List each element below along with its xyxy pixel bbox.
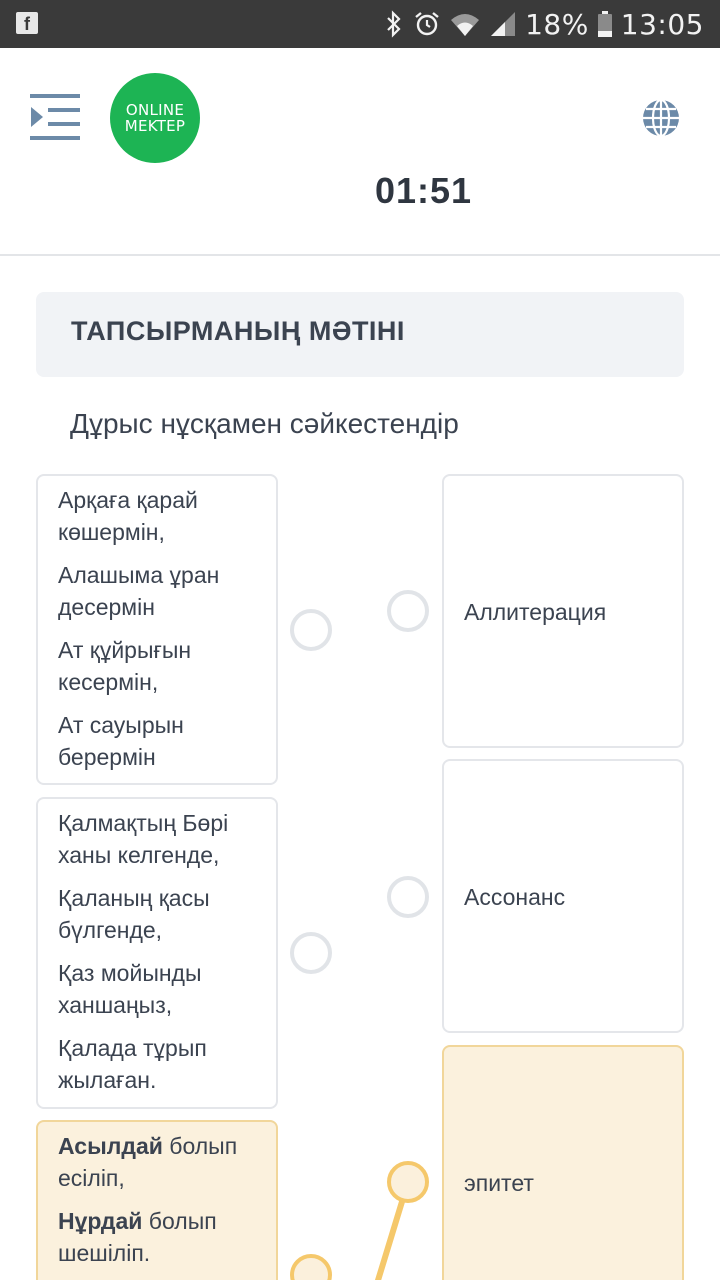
app-header	[0, 48, 720, 254]
answer-label: эпитет	[464, 1170, 534, 1196]
menu-indent-icon	[30, 94, 82, 140]
card-line: Ат құйрығын кесермін,	[58, 637, 192, 695]
left-connect-dot[interactable]	[290, 932, 332, 974]
card-line: Қалмақтың Бөрі ханы келгенде,	[58, 810, 229, 868]
task-section-title: ТАПСЫРМАНЫҢ МӘТІНІ	[71, 316, 405, 346]
card-line: Алашыма ұран десермін	[58, 562, 220, 620]
task-title-box	[36, 292, 684, 377]
right-connect-dot-active[interactable]	[387, 1161, 429, 1203]
right-match-card-selected[interactable]	[442, 1045, 684, 1280]
battery-percent: 18%	[525, 7, 589, 41]
facebook-icon: f	[16, 12, 38, 34]
alarm-icon	[413, 10, 441, 38]
right-connect-dot[interactable]	[387, 590, 429, 632]
right-connect-dot[interactable]	[387, 876, 429, 918]
status-bar	[0, 0, 720, 48]
battery-icon	[597, 10, 613, 38]
card-line: Нұрдай болып шешіліп.	[58, 1208, 217, 1266]
logo-line1: ONLINE	[125, 101, 185, 119]
language-button[interactable]	[641, 98, 681, 138]
answer-label: Аллитерация	[464, 599, 607, 625]
timer: 01:51	[375, 170, 473, 211]
logo-line2: MEKTEP	[124, 117, 186, 135]
card-line: Қаланың қасы бүлгенде,	[58, 885, 210, 943]
answer-label: Ассонанс	[464, 884, 566, 910]
bluetooth-icon	[383, 10, 405, 38]
card-line: Қалада тұрып жылаған.	[58, 1035, 207, 1093]
left-match-card-selected[interactable]	[36, 1120, 278, 1280]
online-mektep-logo[interactable]	[110, 73, 200, 163]
task-instruction: Дұрыс нұсқамен сәйкестендір	[70, 408, 459, 439]
left-match-card[interactable]	[36, 474, 278, 785]
left-match-card[interactable]	[36, 797, 278, 1109]
globe-icon	[641, 98, 681, 138]
wifi-icon	[449, 10, 481, 38]
card-line: Қаз мойынды ханшаңыз,	[58, 960, 202, 1018]
signal-icon	[489, 10, 517, 38]
right-match-card[interactable]	[442, 759, 684, 1033]
card-line: Асылдай болып есіліп,	[58, 1133, 238, 1191]
card-line: Ат сауырын берермін	[58, 712, 184, 770]
card-line: Арқаға қарай көшермін,	[58, 487, 198, 545]
clock: 13:05	[620, 7, 704, 41]
menu-button[interactable]	[30, 94, 82, 140]
right-match-card[interactable]	[442, 474, 684, 748]
header-divider	[0, 254, 720, 256]
left-connect-dot[interactable]	[290, 609, 332, 651]
left-connect-dot-active[interactable]	[290, 1254, 332, 1280]
